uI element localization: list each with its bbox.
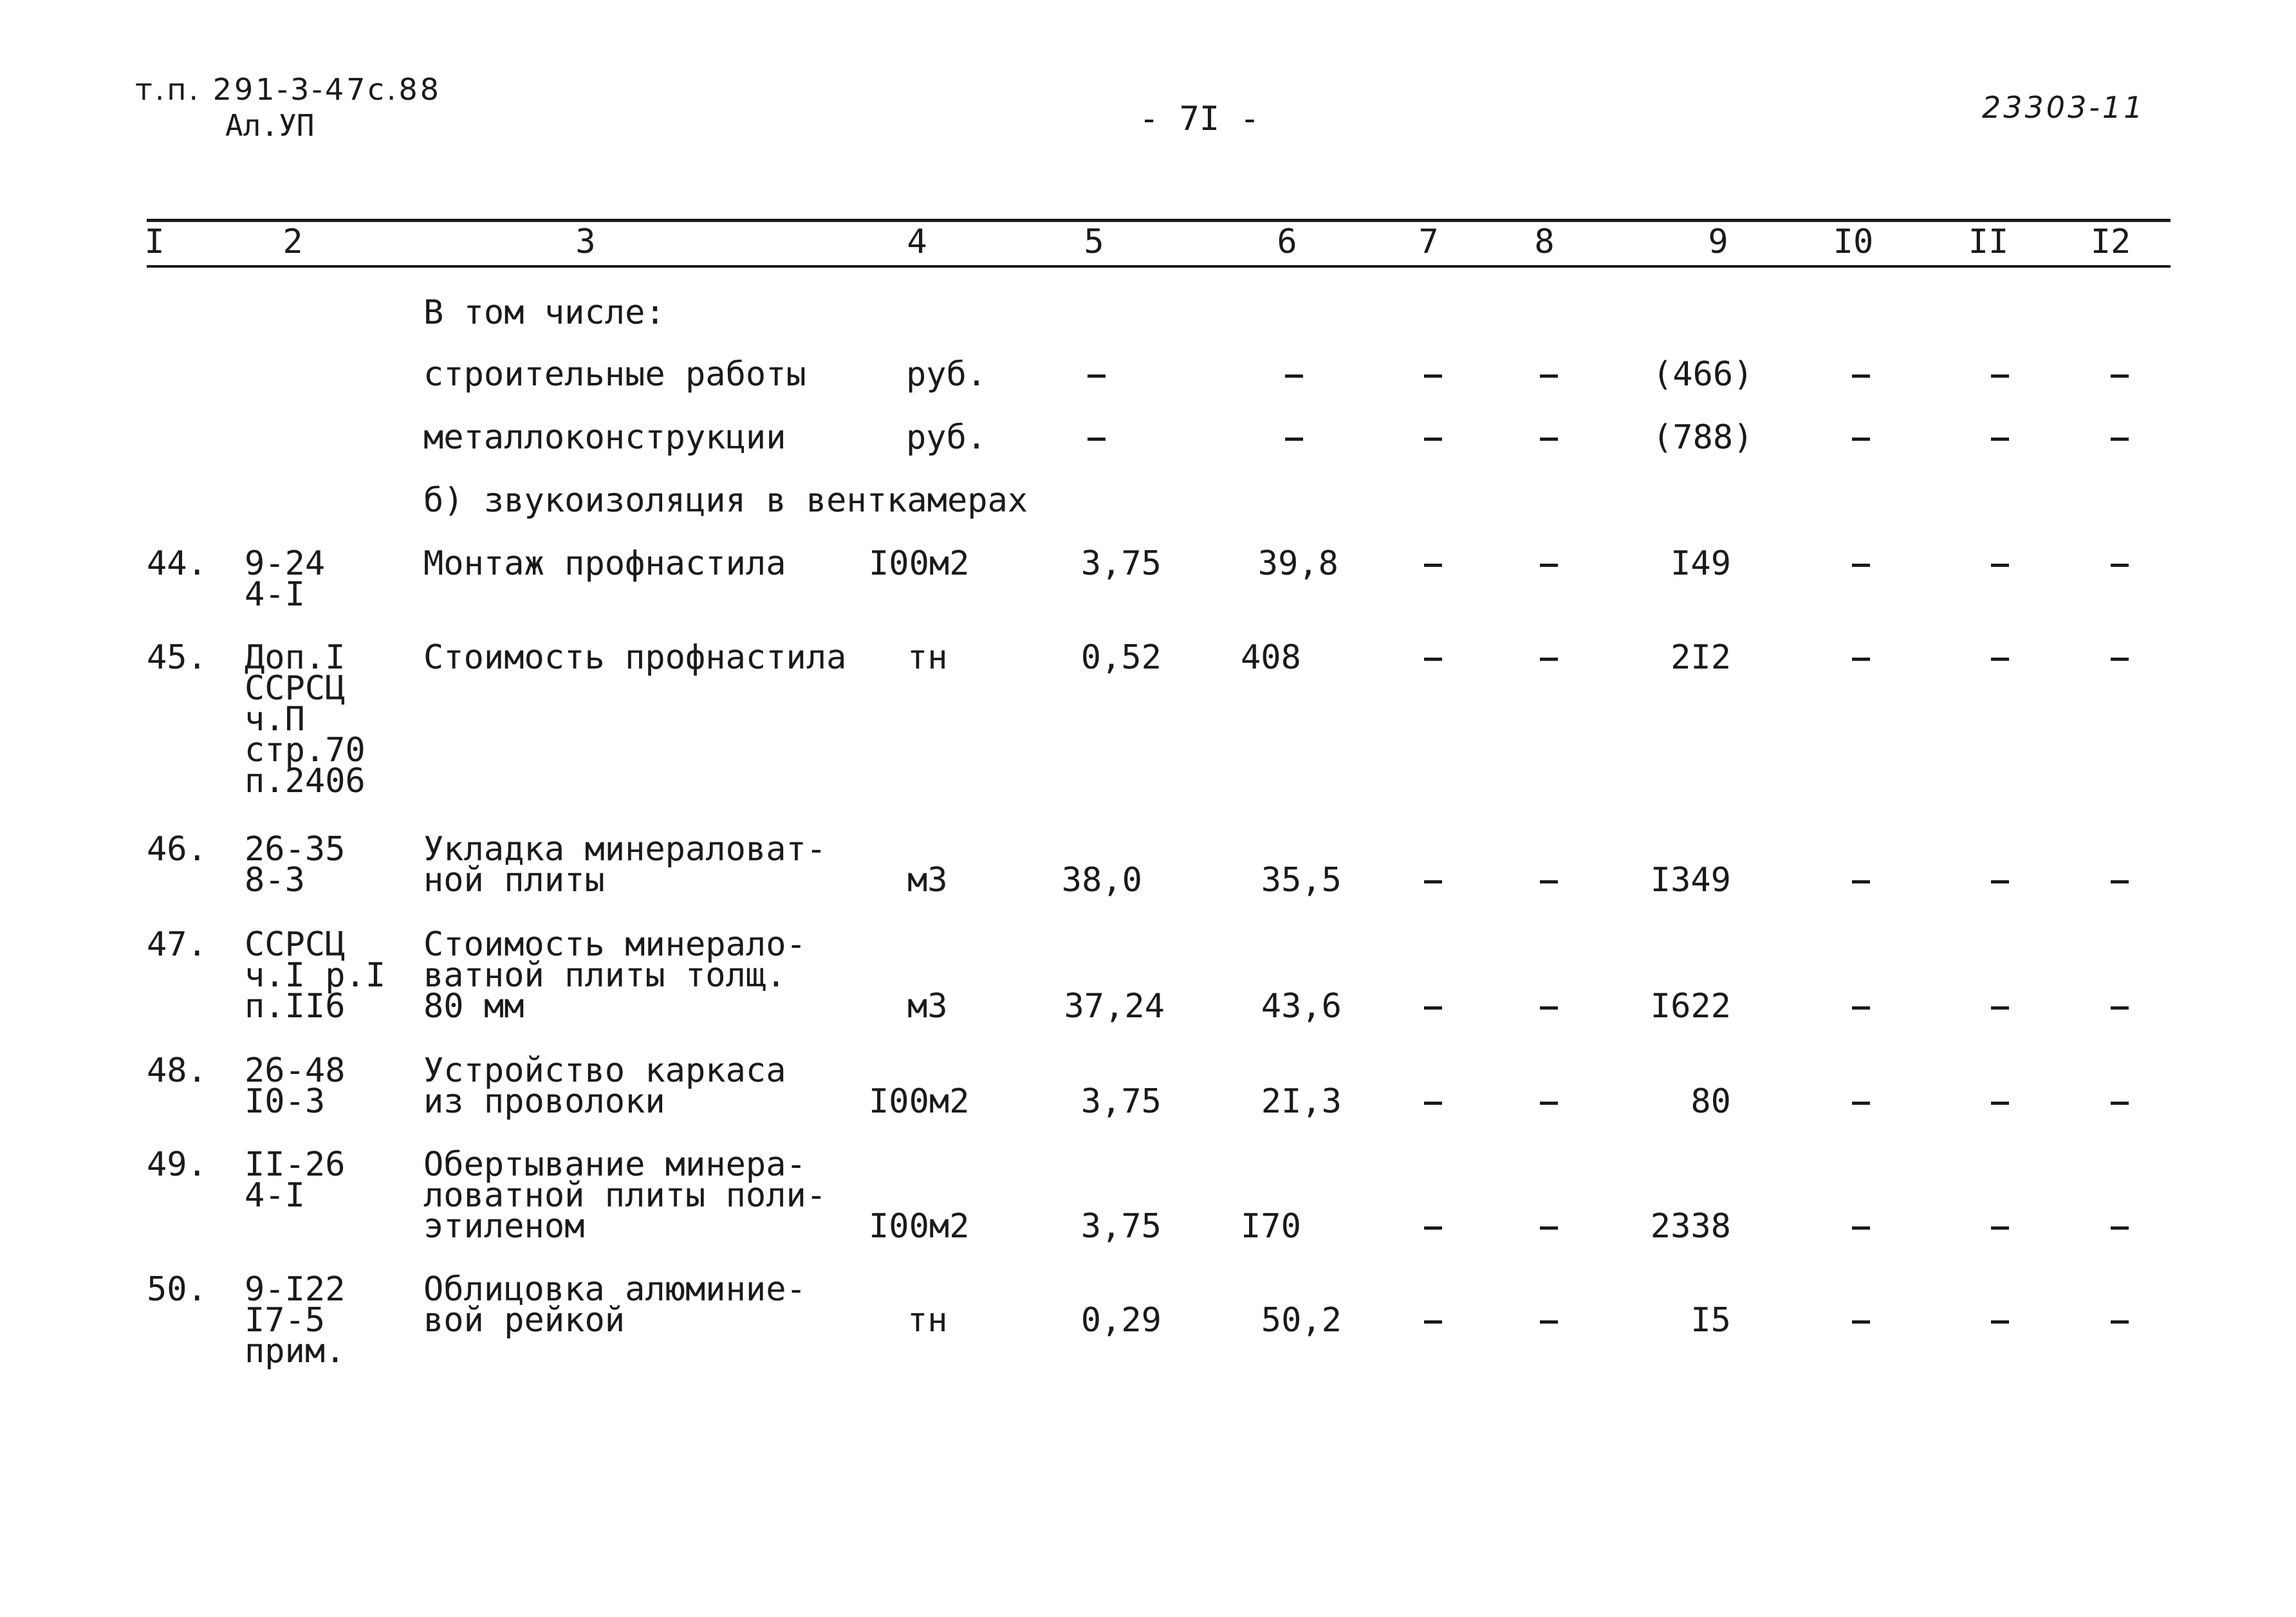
- empty-cell-dash: [1991, 1102, 2009, 1105]
- empty-cell-dash: [1540, 1320, 1558, 1324]
- empty-cell-dash: [1540, 564, 1558, 567]
- empty-cell-dash: [1852, 1102, 1870, 1105]
- row-number: 45.: [147, 638, 207, 677]
- empty-cell-dash: [1424, 1102, 1442, 1105]
- work-name: Стоимость профнастила: [423, 638, 847, 677]
- document-number: 23303-11: [1982, 90, 2145, 125]
- empty-cell-dash: [1991, 880, 2009, 883]
- quantity: 37,24: [1064, 987, 1165, 1026]
- empty-cell-dash: [1991, 658, 2009, 661]
- column-header-3: 3: [575, 223, 596, 261]
- unit-price: 35,5: [1261, 861, 1342, 900]
- empty-cell-dash: [1424, 1226, 1442, 1230]
- empty-cell-dash: [1540, 880, 1558, 883]
- empty-cell-dash: [1540, 1102, 1558, 1105]
- total-cost: I622: [1650, 987, 1731, 1026]
- empty-cell-dash: [1852, 374, 1870, 378]
- empty-cell-dash: [2111, 1102, 2129, 1105]
- empty-cell-dash: [1424, 1320, 1442, 1324]
- empty-cell-dash: [1852, 1320, 1870, 1324]
- column-header-10: I0: [1833, 223, 1874, 261]
- table-header-rule: [147, 265, 2171, 268]
- total-cost: I349: [1650, 861, 1731, 900]
- album-label: Ал.УП: [225, 108, 315, 143]
- row-number: 46.: [147, 830, 207, 869]
- column-header-12: I2: [2090, 223, 2131, 261]
- row-number: 48.: [147, 1051, 207, 1090]
- row-number: 44.: [147, 544, 207, 583]
- work-name: Монтаж профнастила: [423, 544, 786, 583]
- empty-cell-dash: [1424, 1006, 1442, 1010]
- section-heading: б) звукоизоляция в венткамерах: [423, 481, 1028, 520]
- empty-cell-dash: [1991, 374, 2009, 378]
- row-number: 50.: [147, 1270, 207, 1309]
- unit-price: 2I,3: [1261, 1082, 1342, 1121]
- rate-code: 26-48 I0-3: [245, 1051, 346, 1121]
- empty-cell-dash: [2111, 1320, 2129, 1324]
- empty-cell-dash: [1852, 1226, 1870, 1230]
- work-name: Укладка минераловат- ной плиты: [423, 830, 827, 900]
- empty-cell-dash: [1424, 880, 1442, 883]
- empty-cell-dash: [1285, 438, 1303, 441]
- empty-cell-dash: [2111, 1226, 2129, 1230]
- subtotal-unit: руб.: [906, 418, 987, 457]
- unit-price: 43,6: [1261, 987, 1342, 1026]
- unit-price: 408: [1241, 638, 1301, 677]
- empty-cell-dash: [1424, 438, 1442, 441]
- rate-code: 26-35 8-3: [245, 830, 346, 900]
- work-name: Устройство каркаса из проволоки: [423, 1051, 786, 1121]
- empty-cell-dash: [1540, 1226, 1558, 1230]
- empty-cell-dash: [1285, 374, 1303, 378]
- empty-cell-dash: [2111, 1006, 2129, 1010]
- rate-code: II-26 4-I: [245, 1145, 346, 1215]
- quantity: 0,29: [1080, 1301, 1162, 1340]
- empty-cell-dash: [2111, 438, 2129, 441]
- total-cost: 2I2: [1671, 638, 1731, 677]
- empty-cell-dash: [1991, 564, 2009, 567]
- empty-cell-dash: [1540, 374, 1558, 378]
- column-header-11: II: [1968, 223, 2009, 261]
- subtotal-name: металлоконструкции: [423, 418, 786, 457]
- empty-cell-dash: [1991, 438, 2009, 441]
- rate-code: 9-I22 I7-5 прим.: [245, 1270, 346, 1371]
- rate-code: ССРСЦ ч.I р.I п.II6: [245, 925, 386, 1026]
- work-name: Стоимость минерало- ватной плиты толщ. 80 мм: [423, 925, 806, 1026]
- column-header-6: 6: [1277, 223, 1297, 261]
- empty-cell-dash: [1852, 1006, 1870, 1010]
- unit: тн: [907, 638, 948, 677]
- unit-price: 39,8: [1257, 544, 1338, 583]
- column-header-9: 9: [1708, 223, 1728, 261]
- subtotal-name: строительные работы: [423, 355, 806, 394]
- unit: I00м2: [869, 1082, 970, 1121]
- subtotal-total: (788): [1653, 418, 1754, 457]
- rate-code: 9-24 4-I: [245, 544, 326, 614]
- unit: м3: [907, 861, 948, 900]
- table-top-rule: [147, 219, 2171, 222]
- subtotal-total: (466): [1653, 355, 1754, 394]
- empty-cell-dash: [1852, 438, 1870, 441]
- empty-cell-dash: [1424, 658, 1442, 661]
- quantity: 38,0: [1061, 861, 1142, 900]
- quantity: 3,75: [1080, 1082, 1162, 1121]
- empty-cell-dash: [1852, 880, 1870, 883]
- quantity: 0,52: [1080, 638, 1162, 677]
- quantity: 3,75: [1080, 1207, 1162, 1246]
- unit: I00м2: [869, 544, 970, 583]
- empty-cell-dash: [1424, 564, 1442, 567]
- empty-cell-dash: [2111, 564, 2129, 567]
- column-header-7: 7: [1418, 223, 1439, 261]
- column-header-2: 2: [282, 223, 303, 261]
- column-header-4: 4: [907, 223, 927, 261]
- empty-cell-dash: [1088, 438, 1106, 441]
- column-header-5: 5: [1084, 223, 1104, 261]
- empty-cell-dash: [1991, 1320, 2009, 1324]
- unit-price: I70: [1241, 1207, 1301, 1246]
- empty-cell-dash: [2111, 880, 2129, 883]
- empty-cell-dash: [1852, 658, 1870, 661]
- empty-cell-dash: [1540, 438, 1558, 441]
- rate-code: Доп.I ССРСЦ ч.П стр.70 п.2406: [245, 638, 366, 800]
- document-code: т.п. 291-3-47с.88: [135, 72, 441, 107]
- unit: м3: [907, 987, 948, 1026]
- row-number: 49.: [147, 1145, 207, 1184]
- empty-cell-dash: [2111, 374, 2129, 378]
- empty-cell-dash: [2111, 658, 2129, 661]
- total-cost: I49: [1671, 544, 1731, 583]
- empty-cell-dash: [1424, 374, 1442, 378]
- empty-cell-dash: [1991, 1006, 2009, 1010]
- row-number: 47.: [147, 925, 207, 964]
- empty-cell-dash: [1540, 1006, 1558, 1010]
- total-cost: 2338: [1650, 1207, 1731, 1246]
- column-header-8: 8: [1534, 223, 1555, 261]
- empty-cell-dash: [1991, 1226, 2009, 1230]
- empty-cell-dash: [1852, 564, 1870, 567]
- work-name: Обертывание минера- ловатной плиты поли- этиленом: [423, 1145, 827, 1246]
- total-cost: 80: [1690, 1082, 1731, 1121]
- subtotal-unit: руб.: [906, 355, 987, 394]
- total-cost: I5: [1690, 1301, 1731, 1340]
- subtotal-label: В том числе:: [423, 293, 665, 332]
- quantity: 3,75: [1080, 544, 1162, 583]
- column-header-1: I: [144, 223, 165, 261]
- unit: I00м2: [869, 1207, 970, 1246]
- page-number: - 7I -: [1139, 100, 1260, 138]
- unit: тн: [907, 1301, 948, 1340]
- empty-cell-dash: [1540, 658, 1558, 661]
- unit-price: 50,2: [1261, 1301, 1342, 1340]
- work-name: Облицовка алюминие- вой рейкой: [423, 1270, 806, 1340]
- empty-cell-dash: [1088, 374, 1106, 378]
